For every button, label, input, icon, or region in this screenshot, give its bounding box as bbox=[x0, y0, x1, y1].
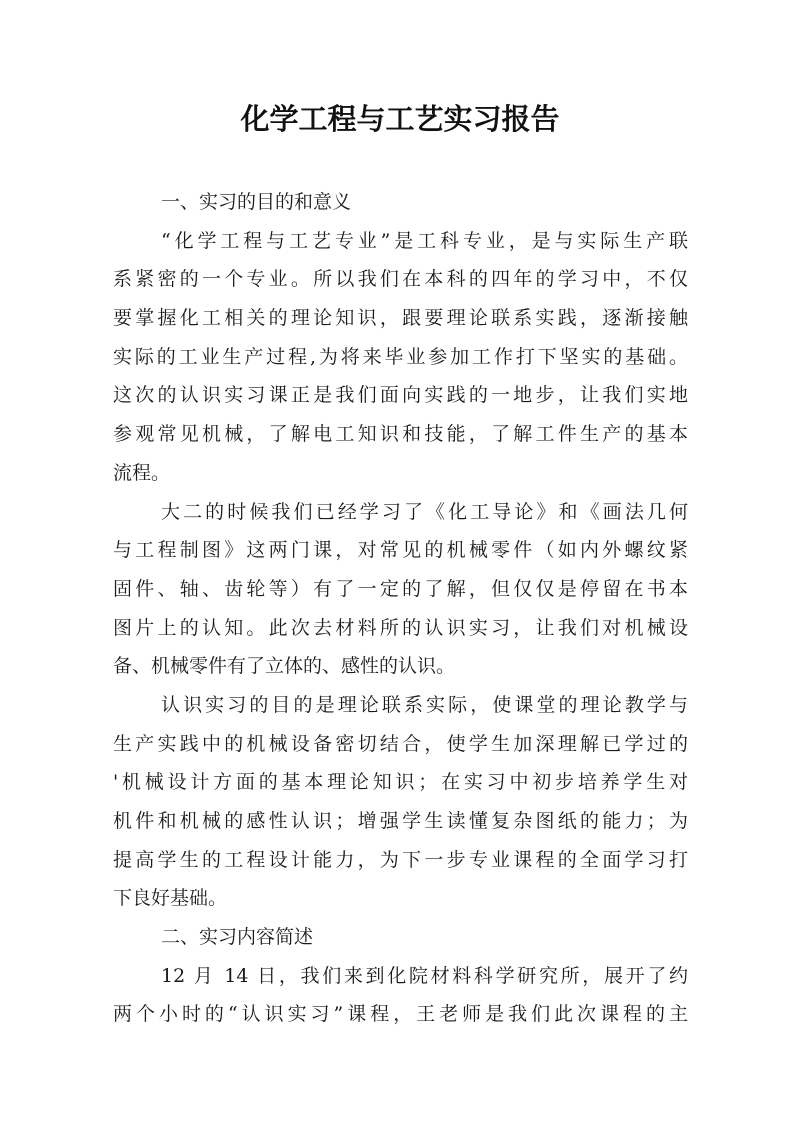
text-line: 要掌握化工相关的理论知识，跟要理论联系实践，逐渐接触 bbox=[113, 307, 688, 330]
text-line: 流程。 bbox=[113, 461, 171, 484]
text-line: 实际的工业生产过程,为将来毕业参加工作打下坚实的基础。 bbox=[113, 345, 688, 368]
text-line: 一、实习的目的和意义 bbox=[161, 191, 352, 213]
text-line: 固件、轴、齿轮等）有了一定的了解，但仅仅是停留在书本 bbox=[113, 577, 688, 600]
text-line: 大二的时候我们已经学习了《化工导论》和《画法几何 bbox=[161, 500, 688, 523]
text-line: 提高学生的工程设计能力，为下一步专业课程的全面学习打 bbox=[113, 848, 688, 871]
text-line: 这次的认识实习课正是我们面向实践的一地步，让我们实地 bbox=[113, 384, 688, 407]
text-line: 认识实习的目的是理论联系实际，使课堂的理论教学与 bbox=[161, 693, 688, 716]
text-line: “化学工程与工艺专业”是工科专业，是与实际生产联 bbox=[161, 229, 688, 252]
text-line: 图片上的认知。此次去材料所的认识实习，让我们对机械设 bbox=[113, 616, 688, 639]
document-title: 化学工程与工艺实习报告 bbox=[240, 102, 560, 136]
text-line: 与工程制图》这两门课，对常见的机械零件（如内外螺纹紧 bbox=[113, 539, 688, 562]
text-line: 两个小时的“认识实习”课程，王老师是我们此次课程的主 bbox=[113, 1003, 688, 1026]
text-line: 备、机械零件有了立体的、感性的认识。 bbox=[113, 655, 456, 678]
text-line: 机件和机械的感性认识；增强学生读懂复杂图纸的能力；为 bbox=[113, 810, 688, 832]
text-line: 下良好基础。 bbox=[113, 887, 228, 910]
text-line: 二、实习内容简述 bbox=[161, 926, 314, 949]
text-line: 生产实践中的机械设备密切结合，使学生加深理解已学过的 bbox=[113, 732, 688, 755]
document-body bbox=[113, 183, 688, 1034]
text-line: '机械设计方面的基本理论知识；在实习中初步培养学生对 bbox=[113, 771, 688, 794]
text-line: 系紧密的一个专业。所以我们在本科的四年的学习中，不仅 bbox=[113, 268, 688, 291]
text-line: 12 月 14 日，我们来到化院材料科学研究所，展开了约 bbox=[161, 964, 688, 987]
text-line: 参观常见机械，了解电工知识和技能，了解工件生产的基本 bbox=[113, 423, 688, 446]
